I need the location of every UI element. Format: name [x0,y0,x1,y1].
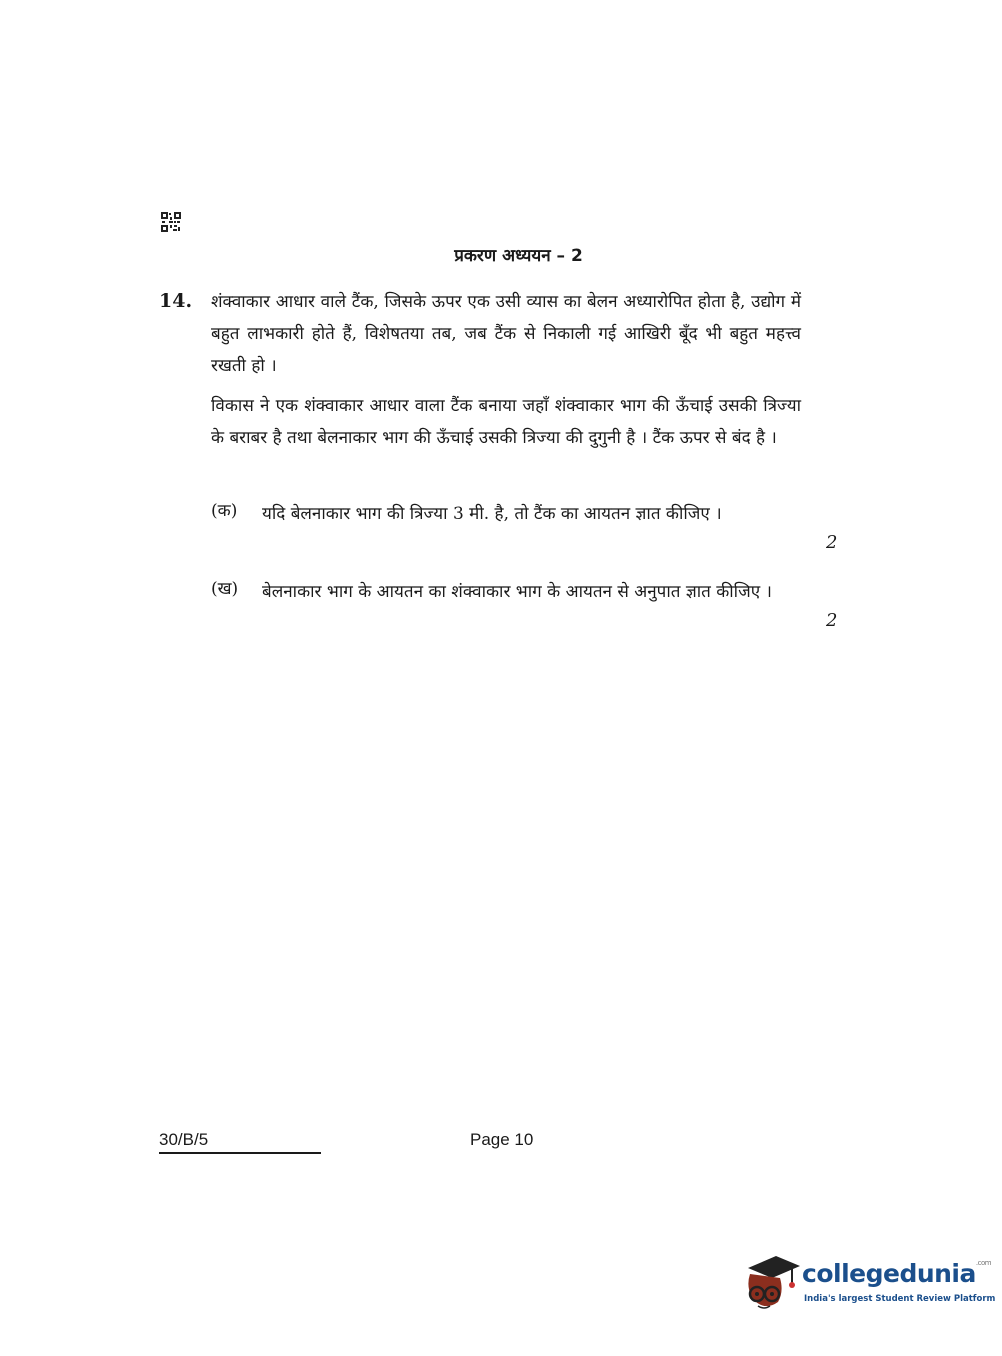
page-number: Page 10 [470,1130,534,1149]
part-a-marks: 2 [826,532,838,553]
watermark-logo [742,1250,996,1320]
part-b-text: बेलनाकार भाग के आयतन का शंक्वाकार भाग के आयतन से अनुपात ज्ञात कीजिए । [262,582,772,602]
brand-name: collegedunia$^{.com}$ [802,1259,992,1288]
part-b-marks: 2 [826,610,838,631]
paper-code: 30/B/5 [159,1130,209,1149]
section-heading: प्रकरण अध्ययन – 2 [454,246,583,266]
brand-tagline: India's largest Student Review Platform [804,1294,996,1304]
question-number: 14. [159,290,193,312]
part-b-label: (ख) [211,579,239,599]
part-a-text: यदि बेलनाकार भाग की त्रिज्या 3 मी. है, तो टैंक का आयतन ज्ञात कीजिए । [262,504,722,524]
question-paragraph-1: शंक्वाकार आधार वाले टैंक, जिसके ऊपर एक उसी व्यास का बेलन अध्यारोपित होता है, उद्योग में बहुत लाभकारी होते हैं, विशेषतया तब, जब टैंक से निकाली गई आखिरी बूँद भी बहुत महत्त्व रखती हो । [211,292,801,376]
mascot-icon [742,1252,802,1318]
footer-underline [159,1152,321,1154]
qr-code-icon [161,212,181,232]
question-paragraph-2: विकास ने एक शंक्वाकार आधार वाला टैंक बनाया जहाँ शंक्वाकार भाग की ऊँचाई उसकी त्रिज्या के बराबर है तथा बेलनाकार भाग की ऊँचाई उसकी त्रिज्या की दुगुनी है । टैंक ऊपर से बंद है । [211,396,801,448]
part-a-label: (क) [211,501,238,521]
